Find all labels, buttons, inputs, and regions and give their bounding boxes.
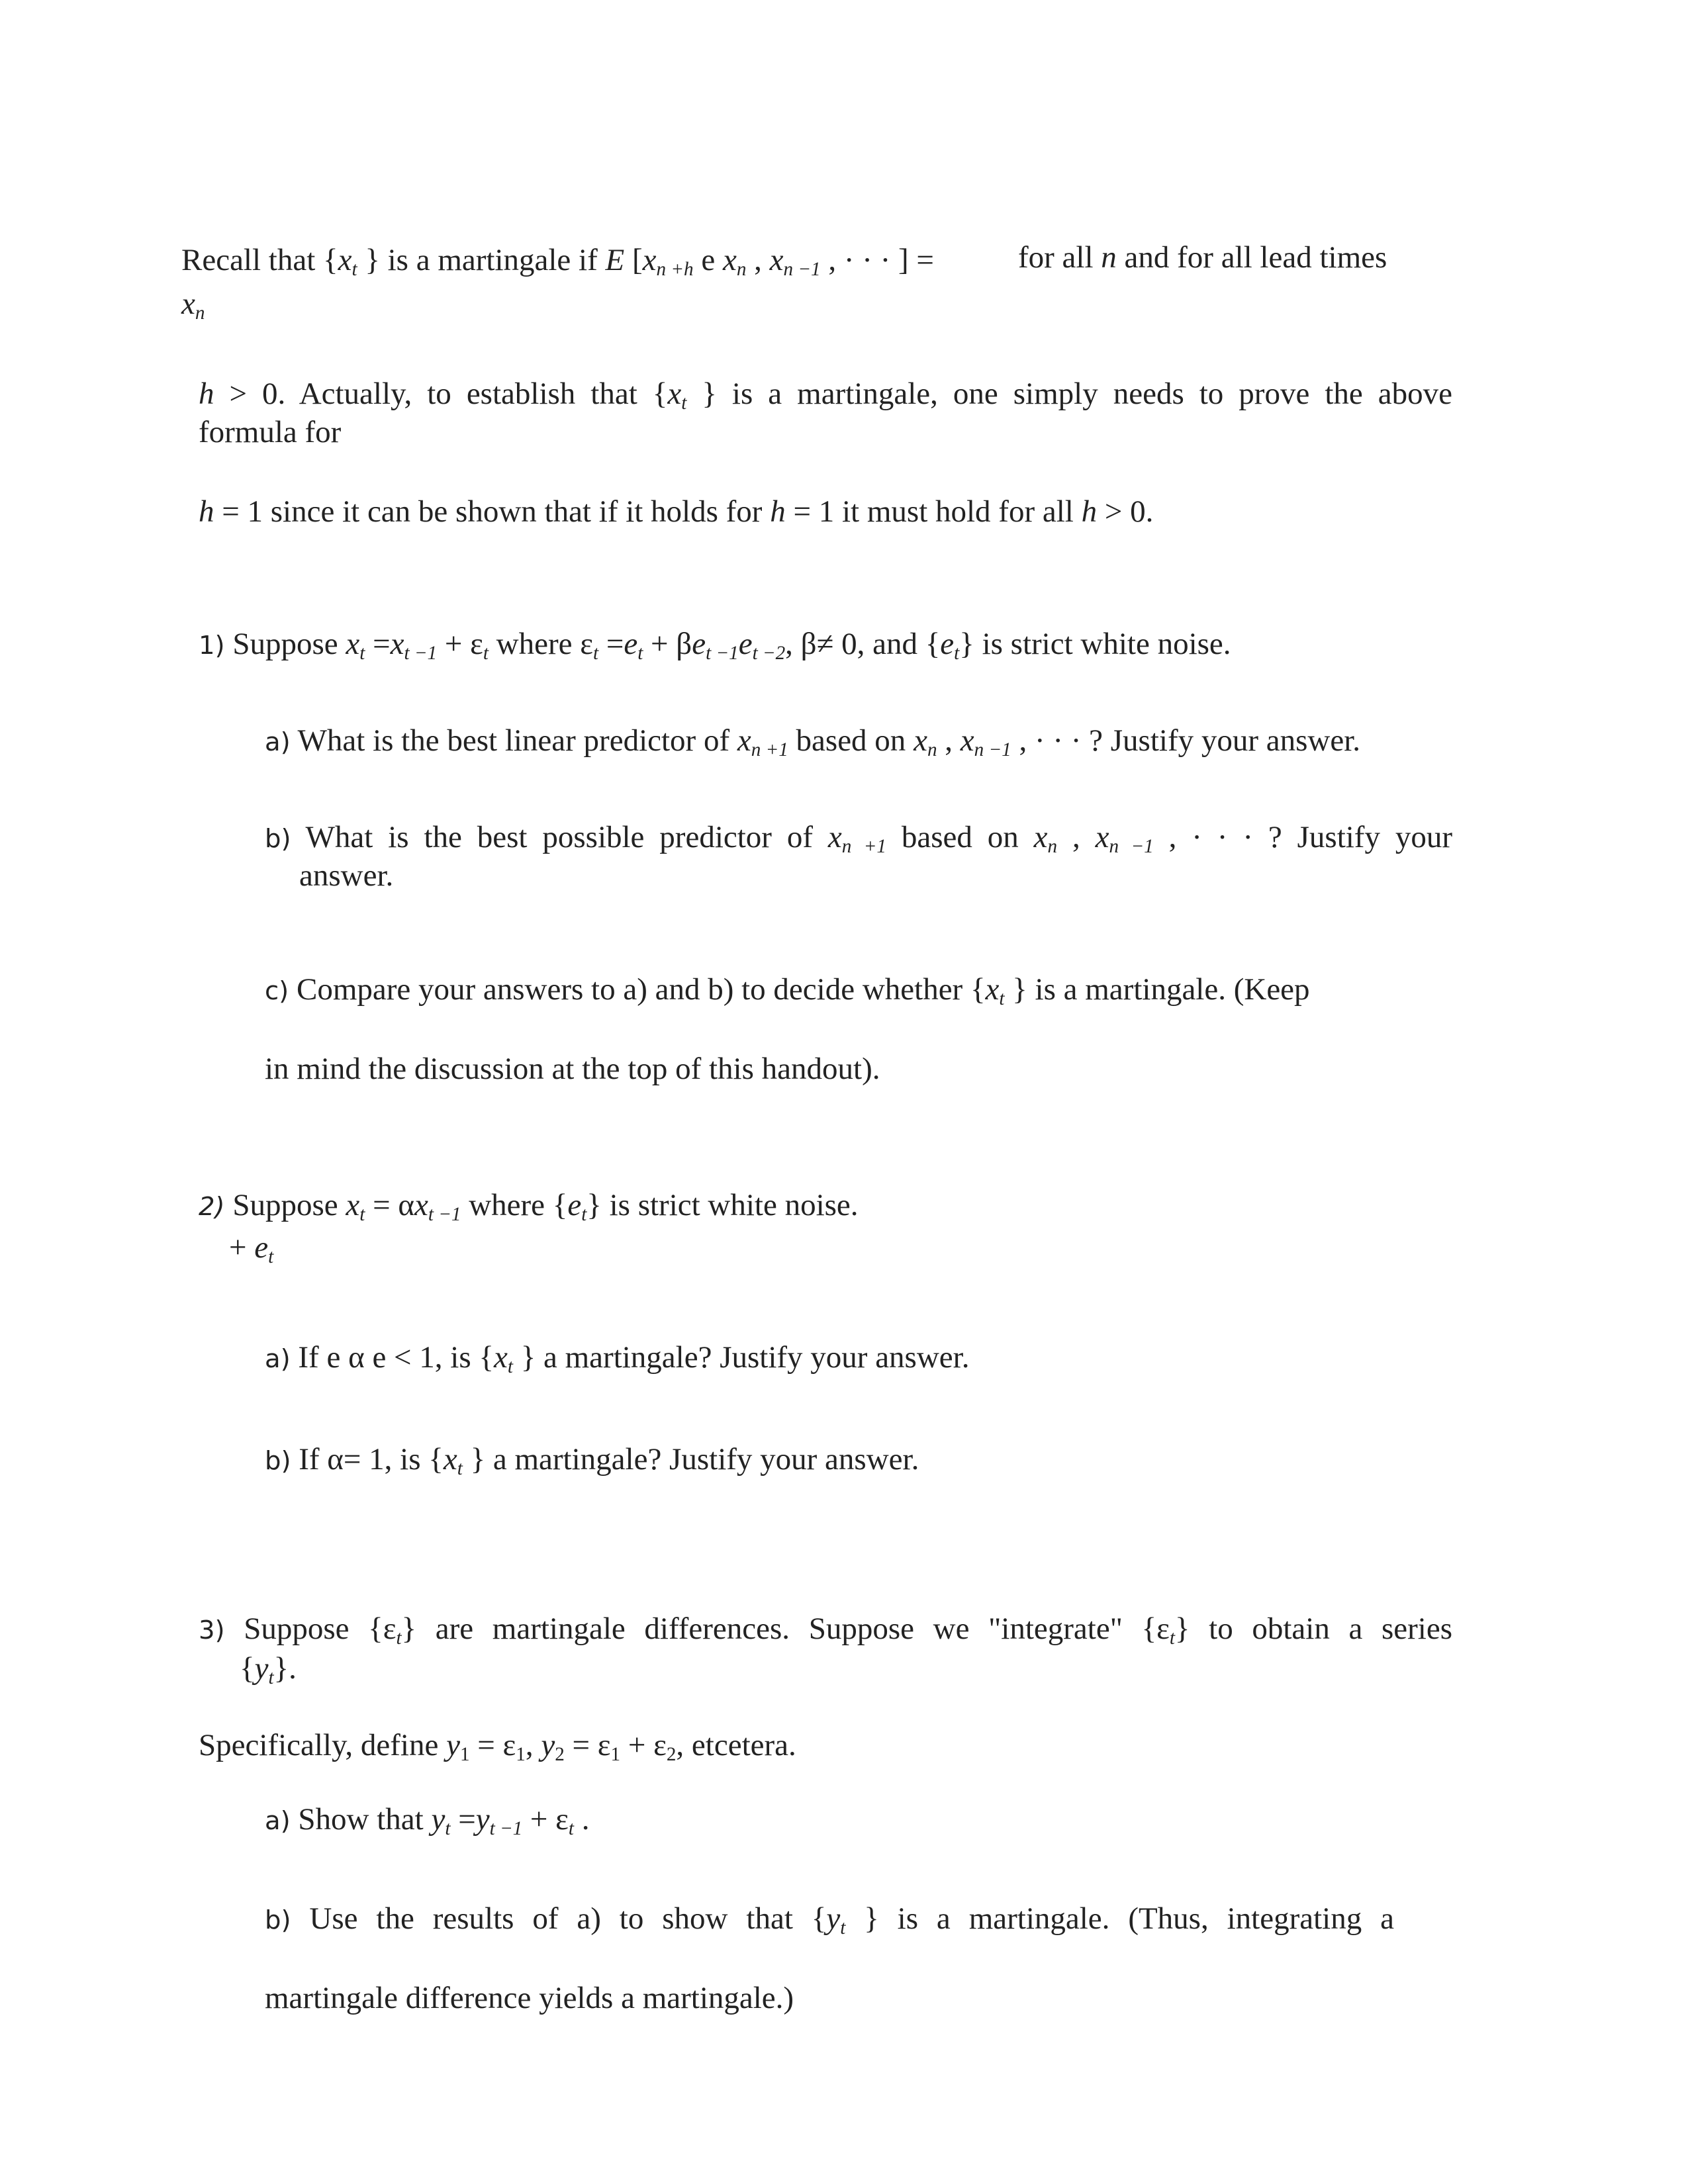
question-3-number: 3) (199, 1615, 225, 1645)
question-1c: c) Compare your answers to a) and b) to decide whether {$x_t$ } is a martingale. (Keep (265, 972, 1310, 1010)
intro-line-2b: formula for (199, 415, 342, 449)
question-3b-cont: martingale difference yields a martingale.) (265, 1981, 794, 2015)
intro-line-3: h = 1 since it can be shown that if it holds for h = 1 it must hold for all h > 0. (199, 494, 1154, 529)
question-2b-label: b) (265, 1446, 291, 1476)
question-3: 3) Suppose $\{\varepsilon_t\}$ are martingale differences. Suppose we "integrate" $\{\varepsilon_t\}$ to obtain a series (199, 1612, 1452, 1649)
question-3a: a) Show that $y_t =y_{t -1} + \varepsilon_t$ . (265, 1802, 590, 1840)
intro-line-1-right: for all n and for all lead times (1018, 240, 1387, 275)
question-2b: b) If α= 1, is {$x_t$ } a martingale? Justify your answer. (265, 1442, 919, 1480)
intro-line-1: Recall that {$x_t$ } is a martingale if E [$x_{n +h}$ e $x_n$ , $x_{n -1}$ , · · · ] = (181, 243, 934, 281)
question-1: 1) Suppose $x_t =x_{t -1} + \varepsilon_t$ where $\varepsilon_t =e_t + \beta e_{t -1}e_{t -2}$, β≠ 0, and $\{e_t\}$ is strict white noise. (199, 627, 1231, 664)
question-2-number: 2) (199, 1192, 225, 1222)
question-1c-label: c) (265, 976, 289, 1006)
question-3a-label: a) (265, 1806, 291, 1836)
question-2: 2) Suppose $x_t = \alpha x_{t -1}$ where $\{e_t\}$ is strict white noise. (199, 1188, 859, 1226)
question-1b-label: b) (265, 824, 291, 854)
question-1a-label: a) (265, 727, 291, 757)
question-1b: b) What is the best possible predictor of $x_{n +1}$ based on $x_n$ , $x_{n -1}$ , · · · ? Justify your (265, 820, 1452, 858)
intro-line-2: h > 0. Actually, to establish that {$x_t$ } is a martingale, one simply needs to prove the above (199, 377, 1452, 414)
intro-line-1-xn: $x_n$ (181, 287, 205, 324)
question-3-specifically: Specifically, define $y_1 = \varepsilon_1$, $y_2 = \varepsilon_1 + \varepsilon_2$, etcetera. (199, 1728, 796, 1766)
question-1b-cont: answer. (299, 858, 394, 893)
question-3b-label: b) (265, 1905, 291, 1935)
question-1c-cont: in mind the discussion at the top of this handout). (265, 1052, 880, 1086)
question-3b: b) Use the results of a) to show that {$y_t$ } is a martingale. (Thus, integrating a (265, 1901, 1394, 1939)
question-1-number: 1) (199, 631, 225, 660)
question-2a-label: a) (265, 1344, 291, 1374)
question-2-eq-cont: + $e_t$ (229, 1230, 274, 1268)
question-1a: a) What is the best linear predictor of $x_{n +1}$ based on $x_n$ , $x_{n -1}$ , · · · ? Justify your answer. (265, 723, 1361, 761)
question-3-cont: $\{y_t\}$. (240, 1651, 297, 1689)
question-2a: a) If e α e < 1, is {$x_t$ } a martingale? Justify your answer. (265, 1340, 970, 1378)
